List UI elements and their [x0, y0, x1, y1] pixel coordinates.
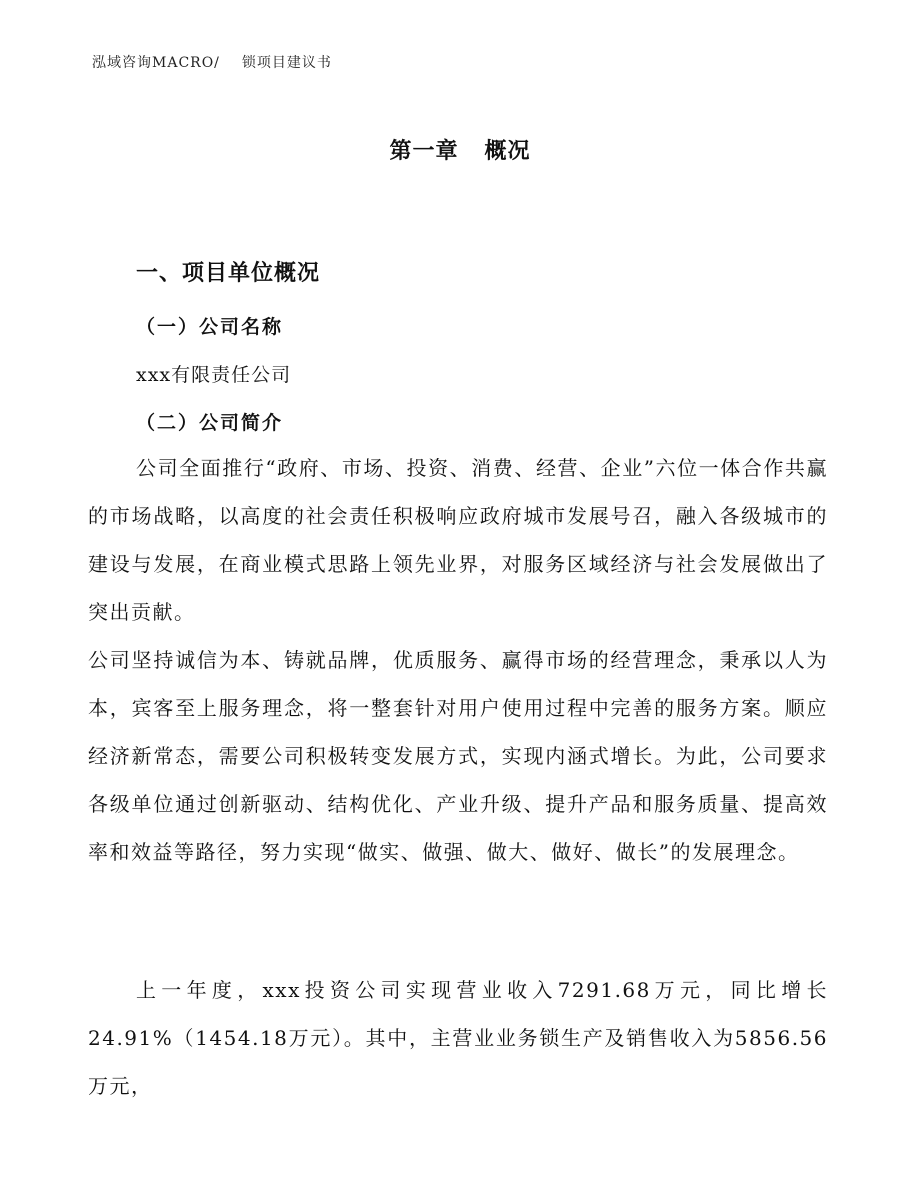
chapter-name: 概况 [484, 139, 531, 164]
intro-paragraph-1: 公司全面推行“政府、市场、投资、消费、经营、企业”六位一体合作共赢的市场战略，以高度的社会责任积极响应政府城市发展号召，融入各级城市的建设与发展，在商业模式思路上领先业界，对服务区域经济与社会发展做出了突出贡献。 [88, 456, 828, 624]
company-intro-heading: （二）公司简介 [136, 412, 284, 434]
company-name-value: xxx有限责任公司 [136, 364, 292, 386]
section-heading: 一、项目单位概况 [136, 261, 321, 286]
header-doc-title: 锁项目建议书 [241, 55, 332, 71]
chapter-title [0, 134, 920, 165]
revenue-paragraph: 上一年度，xxx投资公司实现营业收入7291.68万元，同比增长24.91%（1454.18万元）。其中，主营业业务锁生产及销售收入为5856.56万元， [88, 978, 828, 1098]
header-source: 泓域咨询MACRO/ [92, 55, 220, 71]
page-header [92, 52, 332, 72]
intro-paragraph-2: 公司坚持诚信为本、铸就品牌，优质服务、赢得市场的经营理念，秉承以人为本，宾客至上服务理念，将一整套针对用户使用过程中完善的服务方案。顺应经济新常态，需要公司积极转变发展方式，实现内涵式增长。为此，公司要求各级单位通过创新驱动、结构优化、产业升级、提升产品和服务质量、提高效率和效益等路径，努力实现“做实、做强、做大、做好、做长”的发展理念。 [88, 648, 828, 864]
chapter-label: 第一章 [389, 139, 459, 164]
company-name-heading: （一）公司名称 [136, 316, 284, 338]
